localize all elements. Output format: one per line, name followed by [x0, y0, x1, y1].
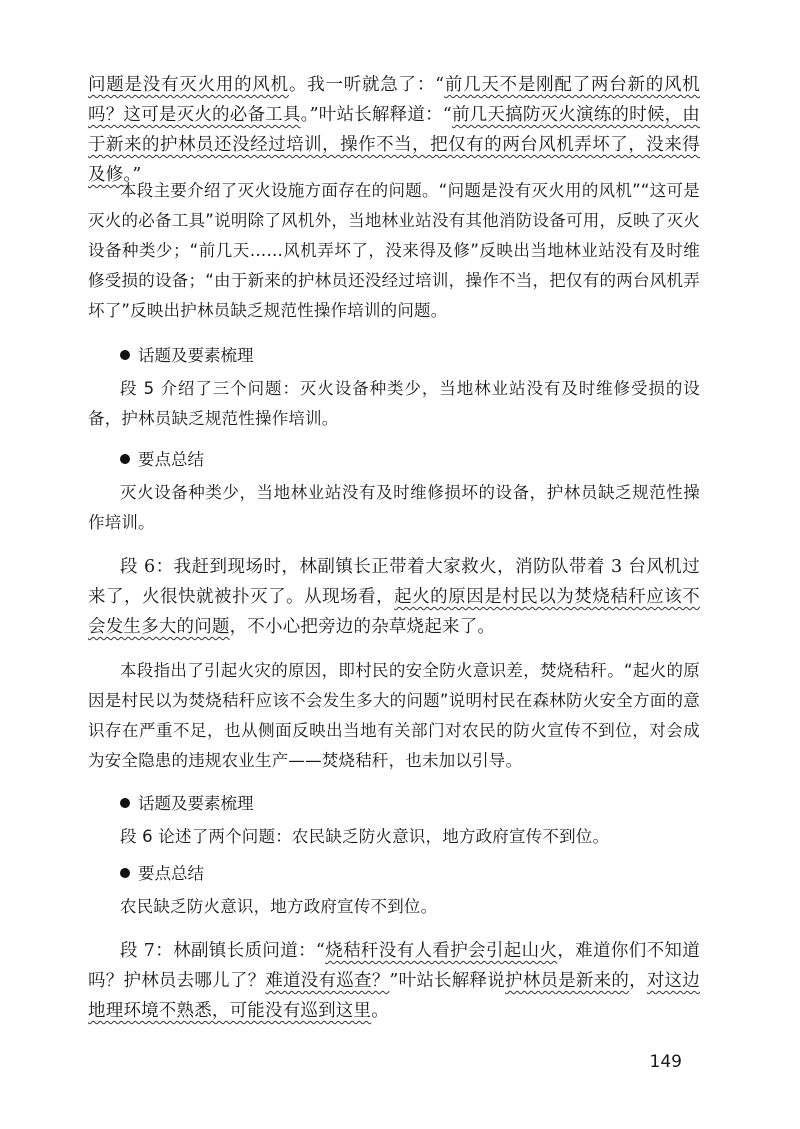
- summary-body-6: 农民缺乏防火意识，地方政府宣传不到位。: [120, 897, 438, 916]
- topic-elements-body-5: 段 5 介绍了三个问题：灭火设备种类少，当地林业站没有及时维修受损的设备，护林员缺乏规范性操作培训。: [88, 379, 700, 428]
- bullet-summary-5: 要点总结: [88, 446, 700, 474]
- paragraph-5-quote: 问题是没有灭火用的风机。我一听就急了：“前几天不是刚配了两台新的风机吗？这可是灭火的必备工具。”叶站长解释道：“前几天搞防灭火演练的时候，由于新来的护林员还没经过培训，操作不当，把仅有的两台风机弄坏了，没来得及修。”: [88, 75, 700, 185]
- analysis-paragraph-6: 本段指出了引起火灾的原因，即村民的安全防火意识差，焚烧秸秆。“起火的原因是村民以为焚烧秸秆应该不会发生多大的问题”说明村民在森林防火安全方面的意识存在严重不足，也从侧面反映出当地有关部门对农民的防火宣传不到位，对会成为安全隐患的违规农业生产——焚烧秸秆，也未加以引导。: [88, 661, 700, 770]
- underlined-phrase: 护林员是新来的: [504, 971, 630, 991]
- underlined-phrase: 问题是没有灭火用的风机: [88, 75, 289, 95]
- bullet-topic-elements-5: 话题及要素梳理: [88, 342, 700, 370]
- analysis-paragraph-5: 本段主要介绍了灭火设施方面存在的问题。“问题是没有灭火用的风机”“这可是灭火的必备工具”说明除了风机外，当地林业站没有其他消防设备可用，反映了灭火设备种类少；“前几天……风机弄坏了，没来得及修”反映出当地林业站没有及时维修受损的设备；“由于新来的护林员还没经过培训，操作不当，把仅有的两台风机弄坏了”反映出护林员缺乏规范性操作培训的问题。: [88, 181, 700, 320]
- bullet-summary-6: 要点总结: [88, 860, 700, 888]
- paragraph-7-quote: 段 7：林副镇长质问道：“烧秸秆没有人看护会引起山火，难道你们不知道吗？护林员去哪儿了？难道没有巡查？”叶站长解释说护林员是新来的，对这边地理环境不熟悉，可能没有巡到这里。: [88, 941, 700, 1021]
- bullet-dot-icon: [120, 350, 130, 360]
- underlined-phrase: 烧秸秆没有人看护会引起山火: [325, 941, 558, 961]
- paragraph-6-quote: 段 6：我赶到现场时，林副镇长正带着大家救火，消防队带着 3 台风机过来了，火很快就被扑灭了。从现场看，起火的原因是村民以为焚烧秸秆应该不会发生多大的问题，不小心把旁边的杂草烧起来了。: [88, 557, 700, 637]
- underlined-phrase: 难道没有巡查？: [265, 971, 390, 991]
- bullet-dot-icon: [120, 454, 130, 464]
- underlined-phrase: 前几天不是刚配了两台新的风机吗？这可是灭火的必备工具: [88, 75, 700, 125]
- underlined-phrase: 起火的原因是村民以为焚烧秸秆应该不会发生多大的问题: [88, 587, 700, 637]
- bullet-dot-icon: [120, 868, 130, 878]
- underlined-phrase: 前几天搞防灭火演练的时候，由于新来的护林员还没经过培训，操作不当，把仅有的两台风机弄坏了，没来得及修: [88, 105, 700, 185]
- summary-body-5: 灭火设备种类少，当地林业站没有及时维修损坏的设备，护林员缺乏规范性操作培训。: [88, 483, 700, 532]
- topic-elements-body-6: 段 6 论述了两个问题：农民缺乏防火意识，地方政府宣传不到位。: [120, 827, 610, 846]
- underlined-phrase: 对这边地理环境不熟悉，可能没有巡到这里: [88, 971, 700, 1021]
- bullet-dot-icon: [120, 798, 130, 808]
- bullet-topic-elements-6: 话题及要素梳理: [88, 790, 700, 818]
- page-number: 149: [649, 1052, 682, 1072]
